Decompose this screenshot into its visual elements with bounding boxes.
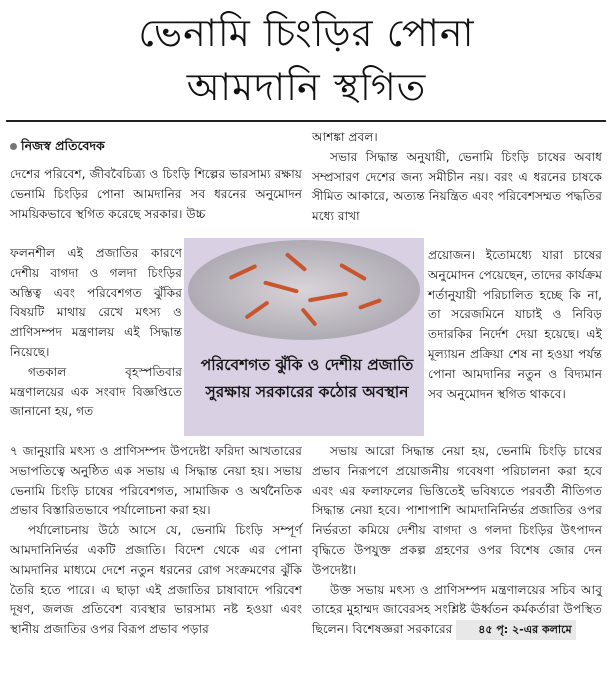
article-col1-narrow	[10, 244, 182, 422]
shrimp-icon	[229, 264, 258, 280]
shrimp-icon	[263, 280, 299, 293]
article-paragraph: গতকাল বৃহস্পতিবার মন্ত্রণালয়ের এক সংবাদ বিজ্ঞপ্তিতে জানানো হয়, গত	[10, 364, 182, 419]
article-col1-top	[10, 165, 302, 224]
article-paragraph: আশঙ্কা প্রবল।	[312, 130, 378, 144]
pull-quote: পরিবেশগত ঝুঁকি ও দেশীয় প্রজাতি সুরক্ষায় সরকারের কঠোর অবস্থান	[200, 356, 414, 401]
shrimp-photo	[188, 240, 420, 340]
article-paragraph: ফলনশীল এই প্রজাতির কারণে দেশীয় বাগদা ও গলদা চিংড়ির অস্তিত্ব এবং পরিবেশগত ঝুঁকির বিষয়টি মাথায় রেখে মৎস্য ও প্রাণিসম্পদ মন্ত্রণালয় এই সিদ্ধান্ত নিয়েছে।	[10, 246, 182, 359]
article-col2-lower	[312, 442, 602, 640]
headline	[0, 6, 613, 114]
headline-line-2: আমদানি স্থগিত	[186, 65, 427, 109]
article-paragraph: সভায় আরো সিদ্ধান্ত নেয়া হয়, ভেনামি চিংড়ি চাষের প্রভাব নিরূপণে প্রয়োজনীয় গবেষণা পরিচালনা করা হবে এবং এর ফলাফলের ভিত্তিতেই ভবিষ্যতে পরবর্তী নীতিগত সিদ্ধান্ত নেয়া হবে। পাশাপাশি আমদানিনির্ভর প্রজাতির ওপর নির্ভরতা কমিয়ে দেশীয় বাগদা ও গলদা চিংড়ির উৎপাদন বৃদ্ধিতে উপযুক্ত প্রকল্প গ্রহণের ওপর বিশেষ জোর দেন উপদেষ্টা।	[312, 444, 602, 577]
shrimp-icon	[358, 298, 382, 310]
article-paragraph: দেশের পরিবেশ, জীববৈচিত্র্য ও চিংড়ি শিল্পের ভারসাম্য রক্ষায় ভেনামি চিংড়ির পোনা আমদানির সব ধরনের অনুমোদন সাময়িকভাবে স্থগিত করেছে সরকার। উচ্চ	[10, 167, 302, 221]
article-paragraph: পর্যালোচনায় উঠে আসে যে, ভেনামি চিংড়ি সম্পূর্ণ আমদানিনির্ভর একটি প্রজাতি। বিদেশ থেকে এর পোনা আমদানির মাধ্যমে দেশে নতুন ধরনের রোগ সংক্রমণের ঝুঁকি তৈরি হতে পারে। এ ছাড়া এই প্রজাতির চাষাবাদে পরিবেশ দূষণ, জলজ প্রতিবেশ ব্যবস্থার ভারসাম্য নষ্ট হওয়া এবং স্থানীয় প্রজাতির ওপর বিরূপ প্রভাব পড়ার	[10, 523, 302, 637]
shrimp-icon	[300, 307, 317, 326]
article-paragraph: প্রয়োজন। ইতোমধ্যে যারা চাষের অনুমোদন পেয়েছেন, তাদের কার্যক্রম শর্তানুযায়ী পরিচালিত হচ্ছে কি না, তা সরেজমিনে যাচাই ও নিবিড় তদারকির নির্দেশ দেয়া হয়েছে। এই মূল্যায়ন প্রক্রিয়া শেষ না হওয়া পর্যন্ত পোনা আমদানির নতুন ও বিদ্যমান সব অনুমোদন স্থগিত থাকবে।	[428, 248, 602, 401]
shrimp-icon	[244, 300, 269, 319]
article-paragraph: ৭ জানুয়ারি মৎস্য ও প্রাণিসম্পদ উপদেষ্টা ফরিদা আখতারের সভাপতিত্বে অনুষ্ঠিত এক সভায় এ সিদ্ধান্ত নেয়া হয়। সভায় ভেনামি চিংড়ি চাষের পরিবেশগত, সামাজিক ও অর্থনৈতিক প্রভাব বিস্তারিতভাবে পর্যালোচনা করা হয়।	[10, 444, 302, 518]
shrimp-icon	[339, 263, 367, 281]
bullet-icon	[10, 143, 17, 150]
article-col2-narrow	[428, 246, 602, 404]
headline-line-1: ভেনামি চিংড়ির পোনা	[138, 11, 475, 55]
byline	[10, 138, 105, 158]
shrimp-icon	[285, 252, 307, 272]
article-col2-top	[312, 128, 602, 227]
shrimp-icon	[308, 292, 348, 303]
continuation-ref: ৪৫ পৃ: ২-এর কলামে	[456, 620, 575, 640]
article-paragraph: উক্ত সভায় মৎস্য ও প্রাণিসম্পদ মন্ত্রণালয়ের সচিব আবু তাহের মুহাম্মদ জাবেরসহ সংশ্লিষ্ট ঊর্ধ্বতন কর্মকর্তারা উপস্থিত ছিলেন। বিশেষজ্ঞরা সরকারের ৪৫ পৃ: ২-এর কলামে	[312, 581, 602, 640]
article-col1-lower	[10, 442, 302, 640]
article-paragraph: সভার সিদ্ধান্ত অনুযায়ী, ভেনামি চিংড়ি চাষের অবাধ সম্প্রসারণ দেশের জন্য সমীচীন নয়। বরং এ ধরনের চাষকে সীমিত আকারে, অত্যন্ত নিয়ন্ত্রিত এবং পরিবেশসম্মত পদ্ধতির মধ্যে রাখা	[312, 149, 602, 224]
headline-rule	[6, 120, 606, 122]
byline-text: নিজস্ব প্রতিবেদক	[21, 138, 105, 153]
